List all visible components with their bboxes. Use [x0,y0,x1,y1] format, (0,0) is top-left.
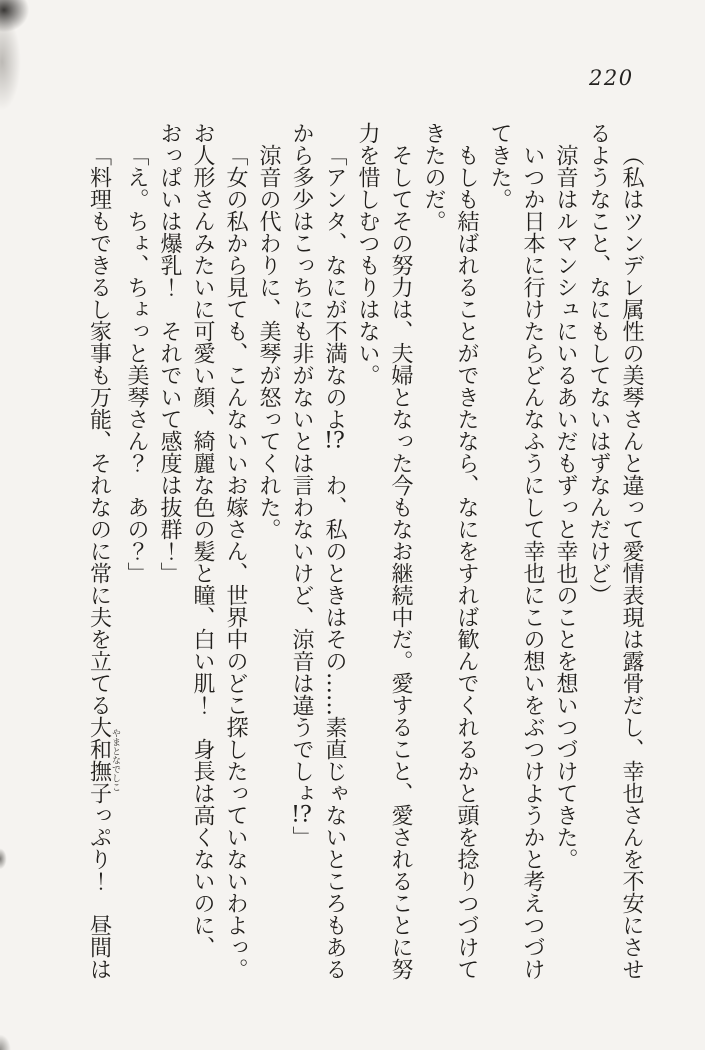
combined-punctuation: !? [291,804,312,826]
paragraph: 「料理もできるし家事も万能、それなのに常に夫を立てる大和撫子やまとなでしこっぷり！ 昼間は [86,144,120,980]
paragraph: いつか日本に行けたらどんなふうにして幸也にこの想いをぶつけようかと考えつづけてきた。 [487,122,545,980]
text-block [83,122,649,986]
paragraph: 「女の私から見ても、こんないいお嫁さん、世界中のどこ探したっていないわよっ。お人形さんみたいに可愛い顔、綺麗な色の髪と瞳、白い肌！ 身長は高くないのに、おっぱいは爆乳！ それでいて感度は抜群！」 [157,122,248,980]
paragraph: 涼音の代わりに、美琴が怒ってくれた。 [256,144,281,540]
paragraph: 「え。ちょ、ちょっと美琴さん？ あの？」 [124,144,149,584]
scan-mark-left-edge [0,846,9,878]
scan-mark-bottom-left-corner [0,1022,15,1050]
furigana: やまとなでしこ [110,716,120,804]
scan-smudge-top-left [0,0,44,125]
paragraph: もしも結ばれることができたなら、なにをすれば歓んでくれるかと頭を捻りつづけてきたのだ。 [421,122,479,980]
paragraph: 「アンタ、なにが不満なのよ!? わ、私のときはその……素直じゃないところもあるから多少はこっちにも非がないとは言わないけど、涼音は違うでしょ!?」 [289,122,347,980]
page-number: 220 [589,66,634,90]
paragraph: （私はツンデレ属性の美琴さんと違って愛情表現は露骨だし、幸也さんを不安にさせるようなこと、なにもしてないはずなんだけど） [586,122,644,980]
paragraph: 涼音はルマンシュにいるあいだもずっと幸也のことを想いつづけてきた。 [553,144,578,870]
combined-punctuation: !? [324,430,345,452]
paragraph: そしてその努力は、夫婦となった今もなお継続中だ。愛すること、愛されることに努力を惜しむつもりはない。 [355,122,413,980]
ruby-annotated-text: 大和撫子やまとなでしこ [86,716,120,804]
